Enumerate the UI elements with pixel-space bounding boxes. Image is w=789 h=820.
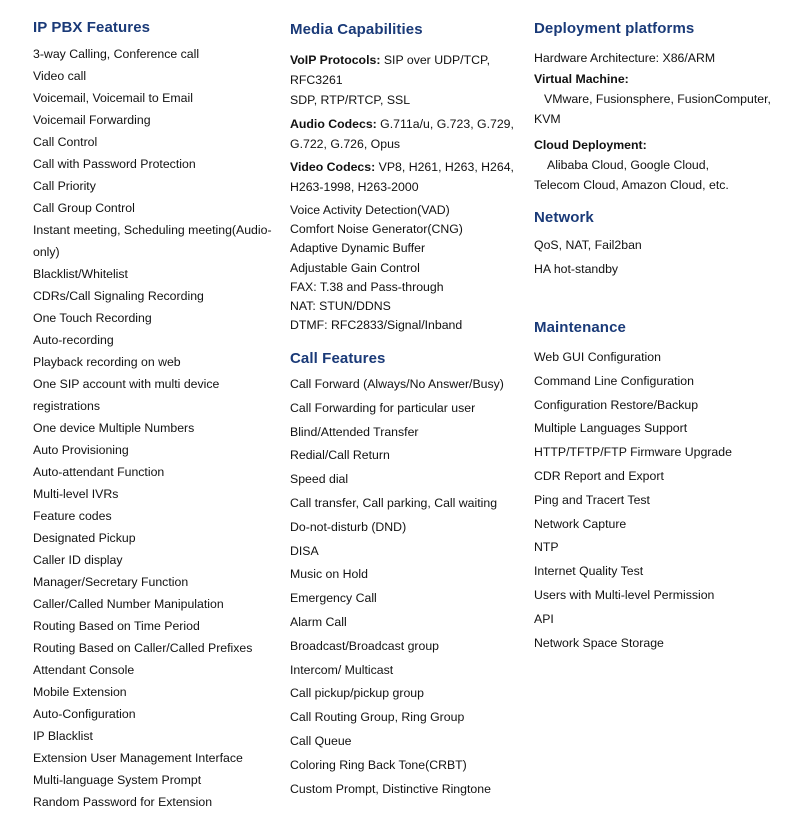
voip-protocols [290,50,490,90]
voip-value: SIP over UDP/TCP, [380,53,490,67]
video-line2: H263-1998, H263-2000 [290,180,419,194]
pbx-feature-item: Voicemail Forwarding [33,113,151,127]
pbx-feature-item: IP Blacklist [33,729,93,743]
maintenance-item: Multiple Languages Support [534,421,688,436]
pbx-feature-item: Video call [33,69,87,83]
voip-line2: RFC3261 [290,73,343,87]
call-feature-item: Custom Prompt, Distinctive Ringtone [290,781,491,796]
audio-label: Audio Codecs: [290,117,377,131]
audio-value: G.711a/u, G.723, G.729, [376,117,514,131]
call-feature-item: Broadcast/Broadcast group [290,638,440,653]
media-item: Adjustable Gain Control [290,260,420,275]
pbx-feature-item: Manager/Secretary Function [33,575,189,589]
pbx-feature-item: Auto-recording [33,333,114,347]
maintenance-item: API [534,611,554,626]
pbx-feature-item: Call Priority [33,179,96,193]
pbx-feature-item: Call Control [33,135,98,149]
pbx-feature-item: CDRs/Call Signaling Recording [33,289,204,303]
pbx-feature-item: Routing Based on Time Period [33,619,200,633]
pbx-feature-item: Call Group Control [33,201,135,215]
audio-line2: G.722, G.726, Opus [290,137,401,151]
sdp-line: SDP, RTP/RTCP, SSL [290,93,411,107]
network-item: HA hot-standby [534,262,619,276]
call-feature-item: Speed dial [290,472,349,487]
hardware-architecture: Hardware Architecture: X86/ARM [534,51,716,65]
pbx-feature-item: Multi-language System Prompt [33,773,202,787]
network-item: QoS, NAT, Fail2ban [534,238,642,252]
pbx-feature-item: Instant meeting, Scheduling meeting(Audio- [33,223,272,237]
pbx-feature-item: One SIP account with multi device [33,377,220,391]
pbx-feature-item: registrations [33,399,100,413]
maintenance-item: Ping and Tracert Test [534,492,650,507]
media-item: FAX: T.38 and Pass-through [290,279,444,294]
cloud-label: Cloud Deployment: [534,138,647,152]
call-feature-item: Call pickup/pickup group [290,686,424,701]
cloud-line2: Telecom Cloud, Amazon Cloud, etc. [534,178,729,192]
pbx-feature-item: Extension User Management Interface [33,751,243,765]
ip-pbx-heading: IP PBX Features [33,19,151,36]
call-feature-item: DISA [290,543,319,558]
cloud-deployment [534,135,729,195]
video-codecs [290,157,514,197]
vm-label: Virtual Machine: [534,72,629,86]
pbx-feature-item: One device Multiple Numbers [33,421,195,435]
call-feature-item: Call Routing Group, Ring Group [290,710,465,725]
maintenance-item: Command Line Configuration [534,373,694,388]
maintenance-item: Internet Quality Test [534,564,644,579]
pbx-feature-item: Designated Pickup [33,531,136,545]
maintenance-item: Network Capture [534,516,627,531]
pbx-feature-item: Multi-level IVRs [33,487,119,501]
media-item: DTMF: RFC2833/Signal/Inband [290,318,463,333]
pbx-feature-item: Mobile Extension [33,685,127,699]
call-feature-item: Call Forwarding for particular user [290,400,476,415]
maintenance-heading: Maintenance [534,319,626,336]
pbx-feature-item: Caller/Called Number Manipulation [33,597,224,611]
pbx-feature-item: only) [33,245,60,259]
deployment-heading: Deployment platforms [534,20,695,37]
pbx-feature-item: One Touch Recording [33,311,152,325]
pbx-feature-item: 3-way Calling, Conference call [33,47,200,61]
pbx-feature-item: Random Password for Extension [33,795,213,809]
pbx-feature-item: Voicemail, Voicemail to Email [33,91,193,105]
call-feature-item: Intercom/ Multicast [290,662,394,677]
call-feature-item: Call Forward (Always/No Answer/Busy) [290,377,504,391]
call-feature-item: Blind/Attended Transfer [290,424,419,439]
maintenance-item: Configuration Restore/Backup [534,397,699,412]
call-features-heading: Call Features [290,350,386,367]
voip-label: VoIP Protocols: [290,53,381,67]
pbx-feature-item: Attendant Console [33,663,135,677]
media-item: NAT: STUN/DDNS [290,299,391,313]
call-feature-item: Call transfer, Call parking, Call waiting [290,496,498,510]
call-feature-item: Alarm Call [290,615,347,629]
virtual-machine [534,69,771,129]
pbx-feature-item: Call with Password Protection [33,157,196,171]
pbx-feature-item: Playback recording on web [33,355,181,369]
network-heading: Network [534,209,594,226]
maintenance-item: Network Space Storage [534,635,664,650]
pbx-feature-item: Routing Based on Caller/Called Prefixes [33,641,253,655]
video-label: Video Codecs: [290,160,376,174]
maintenance-item: NTP [534,540,559,555]
pbx-feature-item: Caller ID display [33,553,123,567]
pbx-feature-item: Auto-attendant Function [33,465,165,479]
vm-line1: VMware, Fusionsphere, FusionComputer, [544,92,771,106]
maintenance-item: Web GUI Configuration [534,350,661,364]
audio-codecs [290,114,514,154]
vm-line2: KVM [534,112,561,126]
call-feature-item: Redial/Call Return [290,448,390,463]
call-feature-item: Do-not-disturb (DND) [290,519,407,534]
pbx-feature-item: Auto Provisioning [33,443,129,457]
pbx-feature-item: Blacklist/Whitelist [33,267,128,281]
media-item: Adaptive Dynamic Buffer [290,241,426,256]
maintenance-item: CDR Report and Export [534,469,664,483]
media-item: Comfort Noise Generator(CNG) [290,222,463,237]
cloud-line1: Alibaba Cloud, Google Cloud, [547,158,710,172]
pbx-feature-item: Feature codes [33,509,112,523]
maintenance-item: Users with Multi-level Permission [534,588,715,602]
call-feature-item: Emergency Call [290,591,377,606]
pbx-feature-item: Auto-Configuration [33,707,136,721]
media-heading: Media Capabilities [290,21,423,38]
media-item: Voice Activity Detection(VAD) [290,203,450,217]
call-feature-item: Music on Hold [290,567,368,582]
call-feature-item: Coloring Ring Back Tone(CRBT) [290,757,467,772]
call-feature-item: Call Queue [290,734,352,748]
maintenance-item: HTTP/TFTP/FTP Firmware Upgrade [534,445,732,460]
video-value: VP8, H261, H263, H264, [375,160,514,174]
